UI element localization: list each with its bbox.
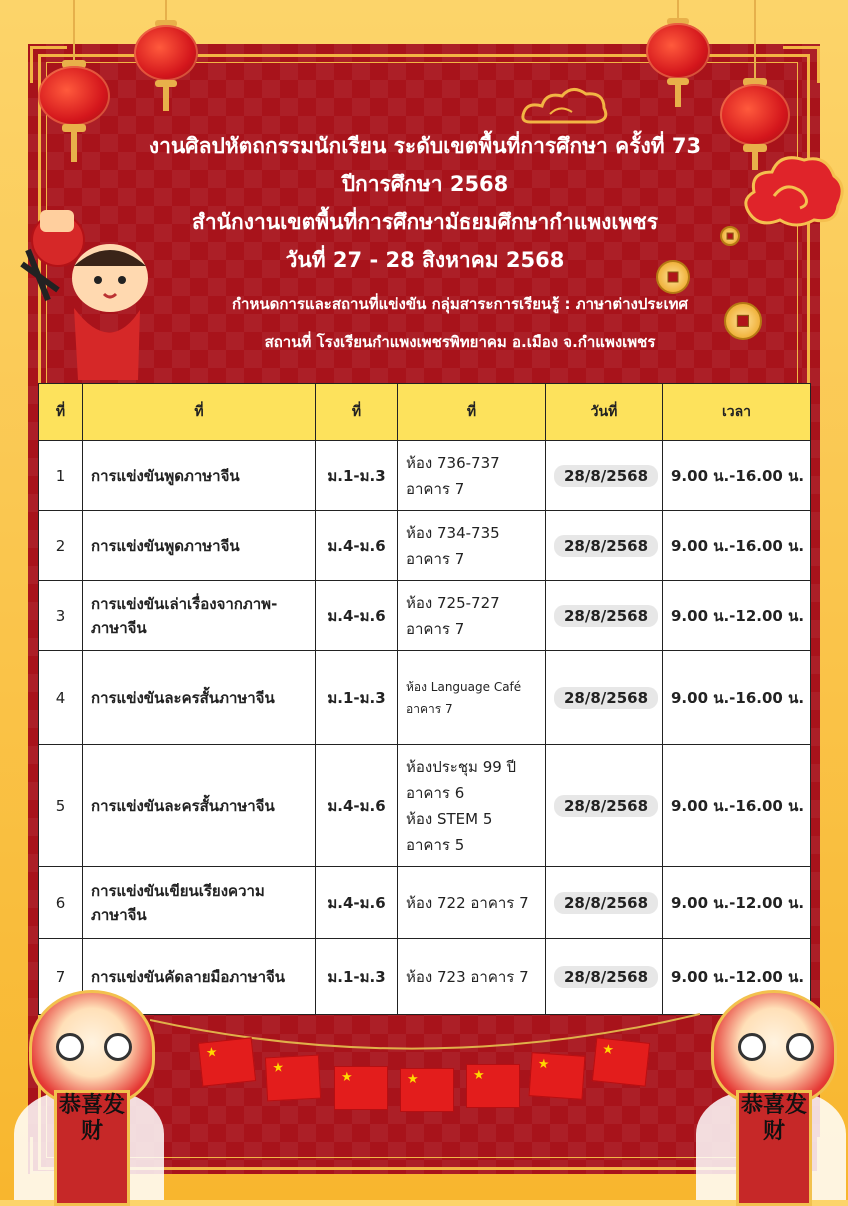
lion-scroll: 恭喜发财	[736, 1090, 812, 1206]
grade-level: ม.4-ม.6	[316, 867, 398, 939]
row-number: 6	[39, 867, 83, 939]
event-name: การแข่งขันคัดลายมือภาษาจีน	[83, 939, 316, 1015]
location	[398, 651, 546, 745]
table-row	[39, 511, 811, 581]
event-title: งานศิลปหัตถกรรมนักเรียน ระดับเขตพื้นที่การศึกษา ครั้งที่ 73	[148, 134, 702, 158]
location	[398, 441, 546, 511]
location	[398, 745, 546, 867]
grade-level: ม.1-ม.3	[316, 651, 398, 745]
time-range: 9.00 น.-16.00 น.	[663, 651, 811, 745]
schedule-table	[38, 383, 811, 1015]
location	[398, 511, 546, 581]
lion-eye	[56, 1033, 84, 1061]
date-cell	[546, 939, 663, 1015]
lantern-icon	[134, 0, 198, 115]
date-badge: 28/8/2568	[554, 795, 658, 817]
star-icon: ★	[341, 1070, 353, 1085]
event-dates: วันที่ 27 - 28 สิงหาคม 2568	[285, 248, 565, 272]
date-badge: 28/8/2568	[554, 687, 658, 709]
lion-head	[29, 990, 155, 1106]
star-icon: ★	[601, 1042, 615, 1059]
location: ห้อง 722 อาคาร 7	[398, 867, 546, 939]
star-icon: ★	[272, 1060, 285, 1077]
time-range: 9.00 น.-12.00 น.	[663, 867, 811, 939]
table-row	[39, 581, 811, 651]
row-number: 2	[39, 511, 83, 581]
lion-eye	[786, 1033, 814, 1061]
date-badge: 28/8/2568	[554, 605, 658, 627]
column-header: เวลา	[663, 384, 811, 441]
column-header: ที่	[39, 384, 83, 441]
room: ห้อง 725-727	[406, 593, 500, 612]
time-range: 9.00 น.-12.00 น.	[663, 581, 811, 651]
row-number: 4	[39, 651, 83, 745]
grade-level: ม.4-ม.6	[316, 511, 398, 581]
building: อาคาร 7	[406, 479, 465, 498]
lion-eye	[738, 1033, 766, 1061]
grade-level: ม.1-ม.3	[316, 441, 398, 511]
lion-scroll: 恭喜发财	[54, 1090, 130, 1206]
time-range: 9.00 น.-16.00 น.	[663, 441, 811, 511]
flag-icon	[334, 1066, 388, 1110]
lion-head	[711, 990, 837, 1106]
event-name-line: ภาษาจีน	[91, 618, 147, 637]
star-icon: ★	[473, 1068, 485, 1083]
flag-icon	[198, 1037, 256, 1086]
event-name: การแข่งขันพูดภาษาจีน	[83, 441, 316, 511]
flag-icon	[592, 1037, 650, 1086]
date-badge: 28/8/2568	[554, 892, 658, 914]
building: อาคาร 7	[406, 549, 465, 568]
star-icon: ★	[407, 1072, 419, 1087]
event-name	[83, 867, 316, 939]
row-number: 3	[39, 581, 83, 651]
room: ห้อง 736-737	[406, 453, 500, 472]
star-icon: ★	[205, 1044, 219, 1062]
date-badge: 28/8/2568	[554, 535, 658, 557]
organizer: สำนักงานเขตพื้นที่การศึกษามัธยมศึกษากำแพงเพชร	[192, 210, 658, 234]
room: ห้องประชุม 99 ปี	[406, 757, 517, 776]
lantern-icon	[646, 0, 710, 110]
location: ห้อง 723 อาคาร 7	[398, 939, 546, 1015]
time-range: 9.00 น.-16.00 น.	[663, 745, 811, 867]
flag-icon	[400, 1068, 454, 1112]
academic-year: ปีการศึกษา 2568	[341, 172, 509, 196]
building: อาคาร 5	[406, 835, 465, 854]
building: อาคาร 7	[406, 619, 465, 638]
lion-dance-illustration	[14, 990, 164, 1200]
date-badge: 28/8/2568	[554, 966, 658, 988]
date-cell	[546, 511, 663, 581]
date-cell	[546, 441, 663, 511]
column-header: ที่	[316, 384, 398, 441]
event-name-line: ภาษาจีน	[91, 905, 147, 924]
building: อาคาร 7	[406, 701, 453, 716]
date-cell	[546, 651, 663, 745]
room: ห้อง Language Café	[406, 679, 522, 694]
star-icon: ★	[537, 1056, 550, 1073]
flag-icon	[466, 1064, 520, 1108]
table-row	[39, 867, 811, 939]
event-name: การแข่งขันละครสั้นภาษาจีน	[83, 745, 316, 867]
lion-eye	[104, 1033, 132, 1061]
flag-icon	[529, 1052, 586, 1100]
row-number: 1	[39, 441, 83, 511]
row-number: 5	[39, 745, 83, 867]
date-cell	[546, 867, 663, 939]
grade-level: ม.4-ม.6	[316, 581, 398, 651]
grade-level: ม.1-ม.3	[316, 939, 398, 1015]
date-cell	[546, 745, 663, 867]
table-row	[39, 745, 811, 867]
date-cell	[546, 581, 663, 651]
row-number: 7	[39, 939, 83, 1015]
column-header: วันที่	[546, 384, 663, 441]
time-range: 9.00 น.-16.00 น.	[663, 511, 811, 581]
grade-level: ม.4-ม.6	[316, 745, 398, 867]
table-row	[39, 441, 811, 511]
building: อาคาร 6	[406, 783, 465, 802]
column-header: ที่	[83, 384, 316, 441]
column-header: ที่	[398, 384, 546, 441]
event-name	[83, 581, 316, 651]
cloud-icon	[520, 84, 610, 128]
event-name: การแข่งขันพูดภาษาจีน	[83, 511, 316, 581]
table-row	[39, 651, 811, 745]
event-name-line: การแข่งขันเล่าเรื่องจากภาพ-	[91, 594, 278, 613]
schedule-subtitle: กำหนดการและสถานที่แข่งขัน กลุ่มสาระการเรียนรู้ : ภาษาต่างประเทศ	[231, 295, 689, 313]
date-badge: 28/8/2568	[554, 465, 658, 487]
location	[398, 581, 546, 651]
event-name-line: การแข่งขันเขียนเรียงความ	[91, 881, 265, 900]
time-range: 9.00 น.-12.00 น.	[663, 939, 811, 1015]
flag-icon	[265, 1055, 321, 1102]
venue: สถานที่ โรงเรียนกำแพงเพชรพิทยาคม อ.เมือง จ.กำแพงเพชร	[264, 333, 656, 351]
lion-dance-illustration	[696, 990, 846, 1200]
room: ห้อง 734-735	[406, 523, 500, 542]
table-header-row	[39, 384, 811, 441]
room: ห้อง STEM 5	[406, 809, 493, 828]
event-name: การแข่งขันละครสั้นภาษาจีน	[83, 651, 316, 745]
